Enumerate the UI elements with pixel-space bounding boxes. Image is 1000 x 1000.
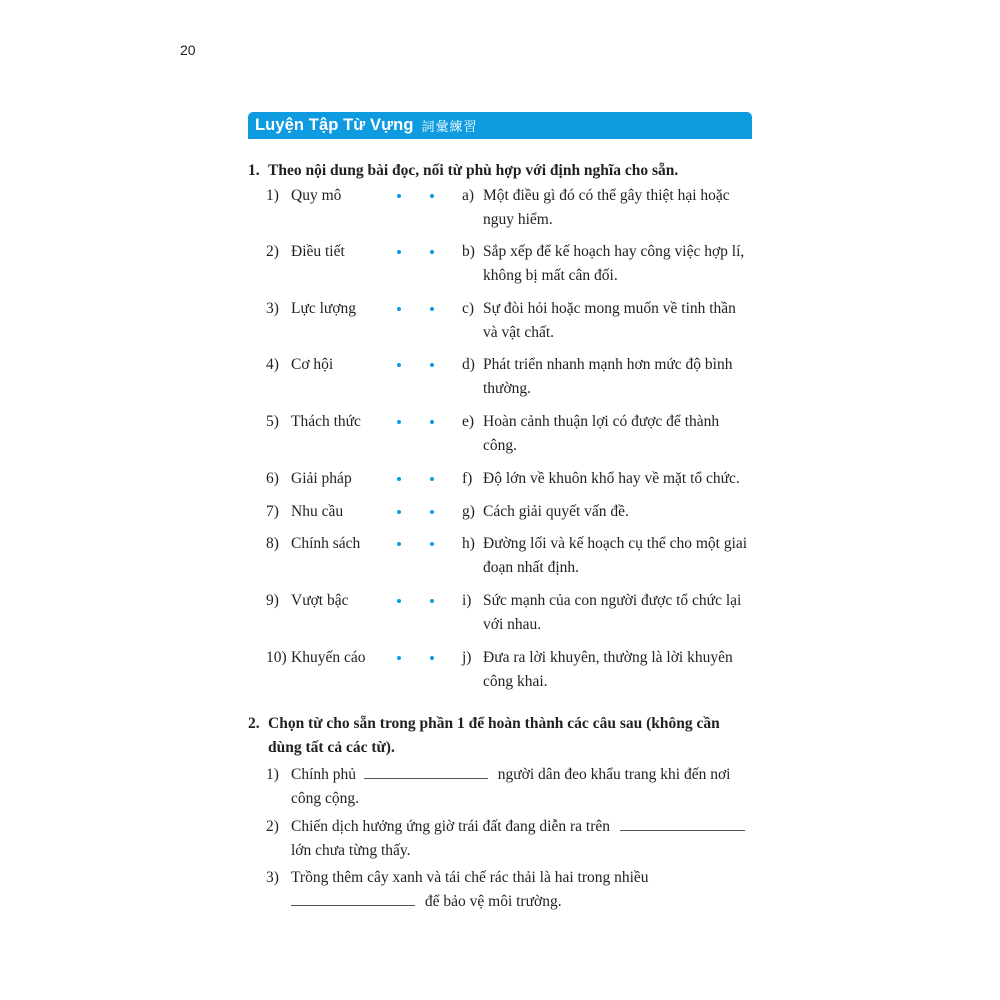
fill-item-index: 2) [266,818,279,835]
match-definition: Một điều gì đó có thể gây thiệt hại hoặc nguy hiểm. [483,187,730,228]
fill-text-after: để bảo vệ môi trường. [424,893,562,910]
match-definition-letter: e) [462,413,475,430]
match-dot-left[interactable] [397,420,401,424]
page-number: 20 [180,42,196,58]
match-definition-letter: g) [462,503,475,520]
fill-text-before: Chiến dịch hưởng ứng giờ trái đất đang diễn ra trên [291,818,611,835]
match-item-index: 8) [266,535,279,552]
fill-item-index: 3) [266,869,279,886]
question-text: Theo nội dung bài đọc, nối từ phù hợp với định nghĩa cho sẵn. [268,162,679,179]
match-word: Lực lượng [291,300,357,317]
match-dot-right[interactable] [430,599,434,603]
match-dot-right[interactable] [430,510,434,514]
fill-text-line2: lớn chưa từng thấy. [291,842,411,859]
match-dot-right[interactable] [430,542,434,546]
fill-text-before: Chính phủ [291,766,357,783]
banner-subtitle: 詞彙練習 [421,120,478,135]
match-definition: Phát triển nhanh mạnh hơn mức độ bình thường. [483,356,733,397]
match-dot-right[interactable] [430,477,434,481]
match-definition: Đưa ra lời khuyên, thường là lời khuyên công khai. [483,649,733,690]
answer-blank[interactable] [291,891,415,906]
match-item-index: 4) [266,356,279,373]
match-definition-letter: a) [462,187,475,204]
match-definition: Sức mạnh của con người được tổ chức lại với nhau. [483,592,742,633]
match-definition-letter: j) [462,649,472,666]
match-dot-right[interactable] [430,363,434,367]
match-item-index: 3) [266,300,279,317]
match-word: Nhu cầu [291,503,344,520]
match-dot-left[interactable] [397,250,401,254]
match-word: Chính sách [291,535,361,552]
answer-blank[interactable] [620,816,745,831]
match-dot-right[interactable] [430,194,434,198]
question-2-instruction [248,712,754,760]
match-dot-left[interactable] [397,510,401,514]
match-item-index: 7) [266,503,279,520]
match-word: Thách thức [291,413,361,430]
match-item-index: 9) [266,592,279,609]
match-item-index: 1) [266,187,279,204]
match-definition: Hoàn cảnh thuận lợi có được để thành công. [483,413,720,454]
match-dot-left[interactable] [397,599,401,603]
match-definition-letter: d) [462,356,475,373]
match-definition-letter: f) [462,470,473,487]
fill-text-before: Trồng thêm cây xanh và tái chế rác thải là hai trong nhiều [291,869,649,886]
match-dot-right[interactable] [430,656,434,660]
match-dot-left[interactable] [397,656,401,660]
match-dot-right[interactable] [430,420,434,424]
match-dot-left[interactable] [397,194,401,198]
match-item-index: 2) [266,243,279,260]
match-word: Quy mô [291,187,342,204]
question-text: Chọn từ cho sẵn trong phần 1 để hoàn thành các câu sau (không cần [268,715,720,732]
fill-text-after: người dân đeo khẩu trang khi đến nơi [497,766,731,783]
match-word: Điều tiết [291,243,345,260]
match-dot-right[interactable] [430,307,434,311]
match-definition: Sự đòi hỏi hoặc mong muốn về tinh thần và vật chất. [483,300,736,341]
match-dot-right[interactable] [430,250,434,254]
match-definition: Đường lối và kế hoạch cụ thể cho một giai đoạn nhất định. [483,535,748,576]
match-word: Cơ hội [291,356,334,373]
match-dot-left[interactable] [397,363,401,367]
match-definition: Sắp xếp để kế hoạch hay công việc hợp lí, không bị mất cân đối. [483,243,745,284]
question-number: 1. [248,162,260,179]
match-item-index: 10) [266,649,287,666]
match-definition: Độ lớn về khuôn khổ hay về mặt tổ chức. [483,470,740,487]
match-definition: Cách giải quyết vấn đề. [483,503,629,520]
match-word: Giải pháp [291,470,352,487]
question-number: 2. [248,715,260,732]
fill-text-line2: công cộng. [291,790,360,807]
match-definition-letter: c) [462,300,475,317]
match-word: Khuyến cáo [291,649,366,666]
match-dot-left[interactable] [397,477,401,481]
match-definition-letter: i) [462,592,472,609]
answer-blank[interactable] [364,764,488,779]
match-item-index: 5) [266,413,279,430]
fill-item-index: 1) [266,766,279,783]
match-dot-left[interactable] [397,542,401,546]
match-dot-left[interactable] [397,307,401,311]
match-item-index: 6) [266,470,279,487]
match-word: Vượt bậc [291,592,349,609]
question-text-line2: dùng tất cả các từ). [268,739,395,756]
match-definition-letter: h) [462,535,475,552]
banner-title: Luyện Tập Từ Vựng [255,116,414,134]
section-banner [248,112,752,139]
match-definition-letter: b) [462,243,475,260]
question-1-instruction [248,159,754,183]
